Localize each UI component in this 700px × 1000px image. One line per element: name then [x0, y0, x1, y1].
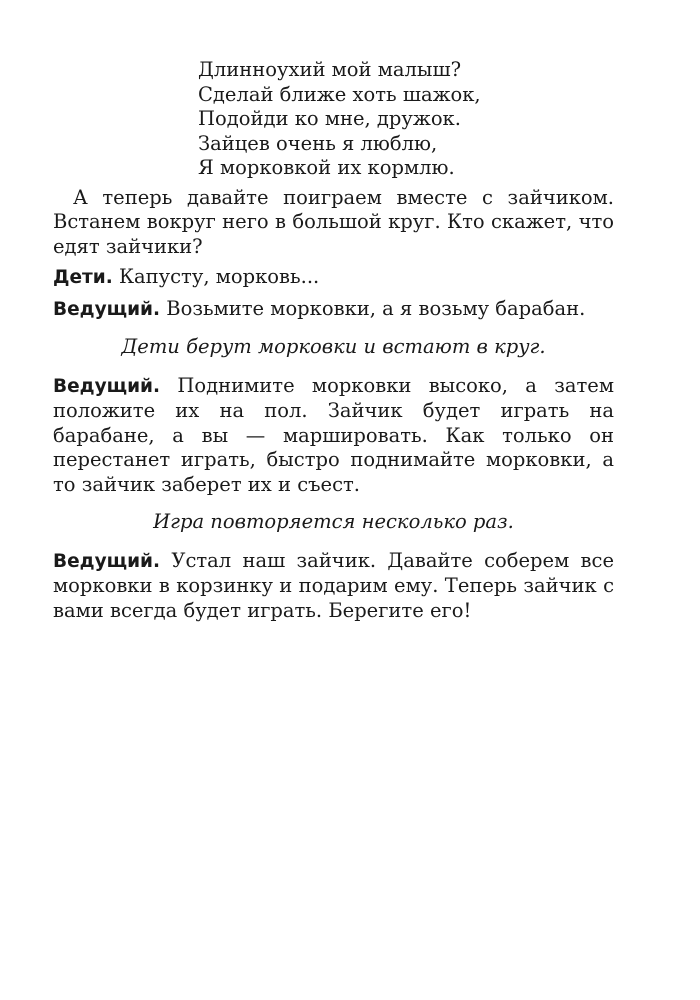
speaker-label: Дети.	[53, 267, 113, 288]
poem-line: Я морковкой их кормлю.	[198, 156, 455, 179]
poem-stanza	[198, 58, 614, 181]
speaker-label: Ведущий.	[53, 375, 161, 397]
poem-line: Зайцев очень я люблю,	[198, 131, 438, 155]
reply-text: Устал наш зайчик. Давайте соберем все морковки в корзинку и подарим ему. Теперь зайчик с вами всегда будет играть. Берегите его!	[53, 548, 614, 622]
children-reply	[53, 265, 614, 291]
host-line-1	[53, 297, 614, 323]
poem-line: Подойди ко мне, дружок.	[198, 107, 461, 130]
poem-line: Сделай ближе хоть шажок,	[198, 82, 481, 106]
poem-line: Длинноухий мой малыш?	[198, 58, 462, 81]
stage-direction-1: Дети берут морковки и встают в круг.	[121, 335, 546, 358]
host-line-3	[53, 549, 614, 624]
speaker-label: Ведущий.	[53, 298, 161, 320]
stage-direction-2: Игра повторяется несколько раз.	[153, 510, 514, 533]
document-page	[53, 58, 614, 623]
reply-text: Поднимите морковки высоко, а затем положите их на пол. Зайчик будет играть на барабане, а вы — маршировать. Как только он перестанет играть, быстро поднимайте морковки, а то зайчик заберет их и съест.	[53, 373, 614, 496]
host-line-2	[53, 374, 614, 498]
reply-text: Капусту, морковь...	[112, 265, 320, 288]
speaker-label: Ведущий.	[53, 550, 161, 572]
reply-text: Возьмите морковки, а я возьму барабан.	[160, 296, 586, 320]
intro-paragraph: А теперь давайте поиграем вместе с зайчиком. Встанем вокруг него в большой круг. Кто скажет, что едят зайчики?	[53, 185, 614, 258]
